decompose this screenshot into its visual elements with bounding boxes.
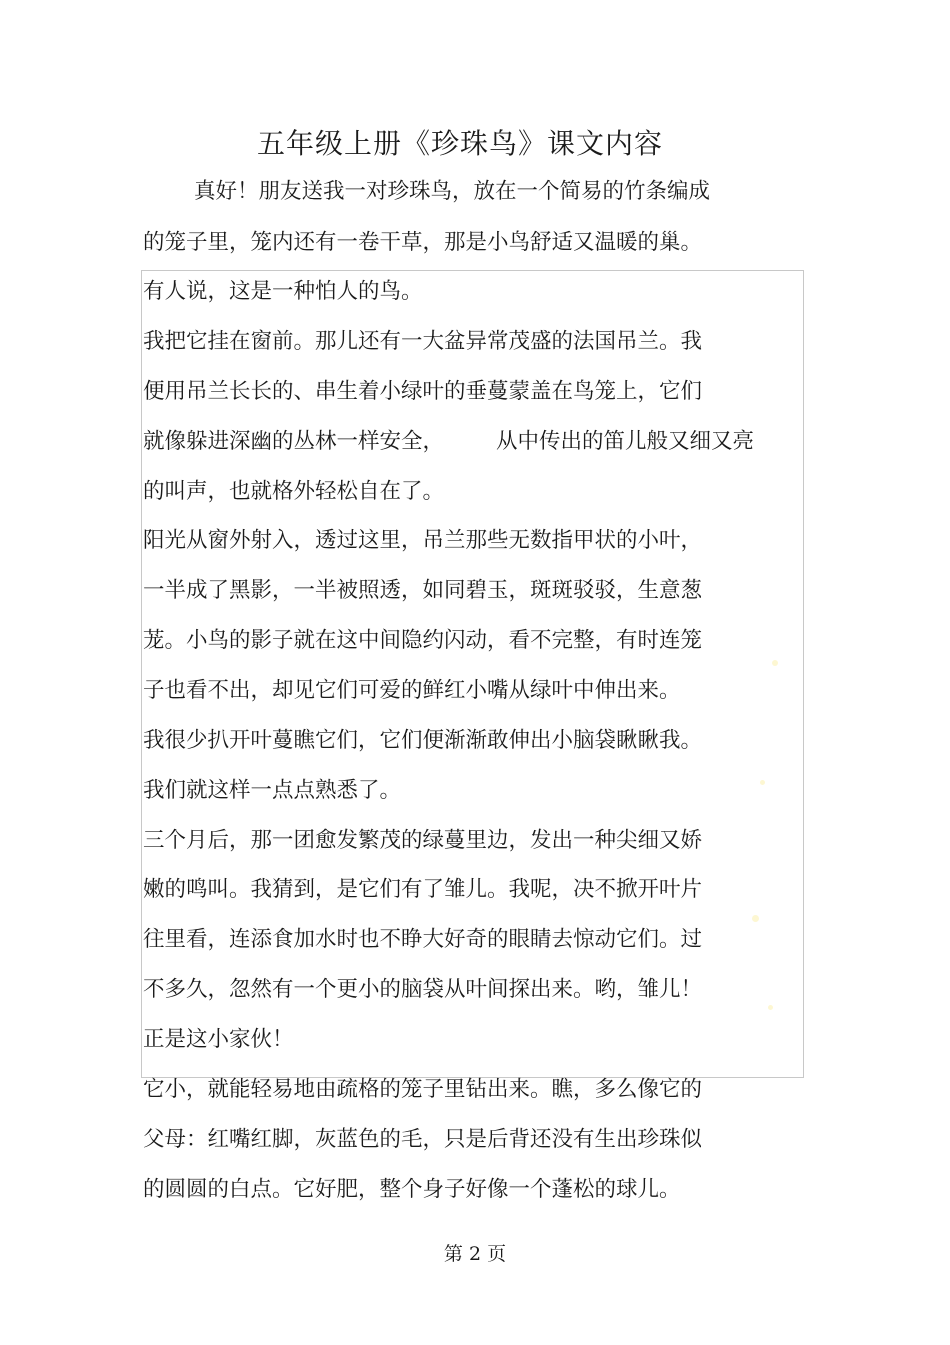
page-number: 第 2 页	[443, 1243, 507, 1265]
scan-speckle	[772, 660, 778, 666]
text-segment: 从中传出的笛儿般又细又亮	[496, 429, 755, 454]
text-line: 三个月后，那一团愈发繁茂的绿蔓里边，发出一种尖细又娇	[143, 828, 703, 853]
text-line: 一半成了黑影，一半被照透，如同碧玉，斑斑驳驳，生意葱	[143, 578, 703, 603]
text-line: 正是这小家伙！	[143, 1027, 294, 1052]
text-line: 它小，就能轻易地由疏格的笼子里钻出来。瞧，多么像它的	[143, 1077, 703, 1102]
scan-speckle	[752, 915, 759, 922]
text-line: 有人说，这是一种怕人的鸟。	[143, 279, 423, 304]
text-line: 茏。小鸟的影子就在这中间隐约闪动，看不完整，有时连笼	[143, 628, 703, 653]
text-line: 的叫声，也就格外轻松自在了。	[143, 479, 445, 504]
text-line: 父母：红嘴红脚，灰蓝色的毛，只是后背还没有生出珍珠似	[143, 1127, 703, 1152]
scan-speckle	[768, 1005, 773, 1010]
text-line: 便用吊兰长长的、串生着小绿叶的垂蔓蒙盖在鸟笼上，它们	[143, 379, 703, 404]
text-line: 子也看不出，却见它们可爱的鲜红小嘴从绿叶中伸出来。	[143, 678, 681, 703]
text-line: 我很少扒开叶蔓瞧它们，它们便渐渐敢伸出小脑袋瞅瞅我。	[143, 728, 703, 753]
text-line: 的圆圆的白点。它好肥，整个身子好像一个蓬松的球儿。	[143, 1177, 681, 1202]
scan-speckle	[760, 780, 765, 785]
text-line: 真好！朋友送我一对珍珠鸟，放在一个简易的竹条编成	[194, 179, 711, 204]
document-title: 五年级上册《珍珠鸟》课文内容	[256, 127, 663, 160]
text-line: 嫩的鸣叫。我猜到，是它们有了雏儿。我呢，决不掀开叶片	[143, 877, 703, 902]
text-line	[143, 427, 754, 457]
text-line: 我们就这样一点点熟悉了。	[143, 778, 402, 803]
text-line: 不多久，忽然有一个更小的脑袋从叶间探出来。哟，雏儿！	[143, 977, 703, 1002]
text-line: 的笼子里，笼内还有一卷干草，那是小鸟舒适又温暖的巢。	[143, 230, 703, 255]
text-line: 阳光从窗外射入，透过这里，吊兰那些无数指甲状的小叶，	[143, 528, 703, 553]
text-line: 往里看，连添食加水时也不睁大好奇的眼睛去惊动它们。过	[143, 927, 703, 952]
text-line: 我把它挂在窗前。那儿还有一大盆异常茂盛的法国吊兰。我	[143, 329, 703, 354]
text-segment: 就像躲进深幽的丛林一样安全，	[143, 429, 445, 454]
